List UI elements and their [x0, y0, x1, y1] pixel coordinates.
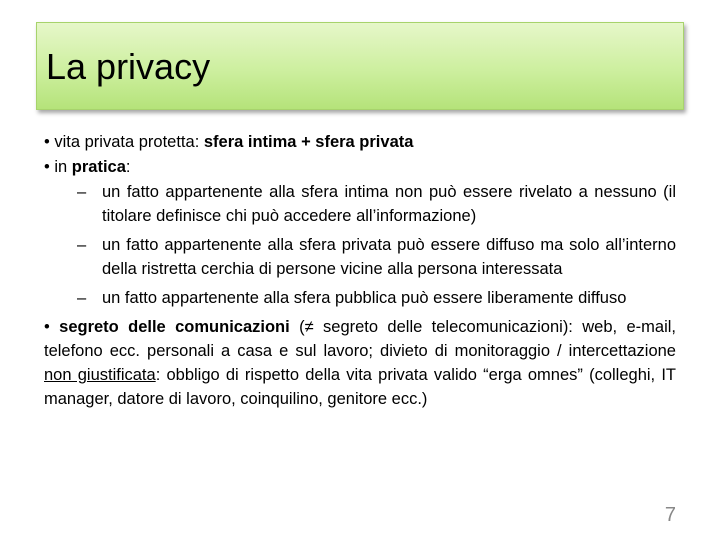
title-banner — [36, 22, 684, 110]
bullet-segreto-comunicazioni — [44, 315, 676, 411]
bullet-marker: • — [44, 318, 50, 336]
sub-item-text: un fatto appartenente alla sfera pubblica può essere liberamente diffuso — [102, 289, 627, 307]
bullet-marker: • — [44, 133, 50, 151]
dash-marker: – — [77, 183, 87, 201]
bullet-marker: • — [44, 158, 50, 176]
bullet-text: vita privata protetta: — [49, 133, 204, 151]
bullet-bold-text: segreto delle comunicazioni — [49, 318, 290, 336]
bullet-bold-text: pratica — [71, 158, 126, 176]
sub-item-text: un fatto appartenente alla sfera intima non può essere rivelato a nessuno (il titolare definisce chi può accedere all’informazione) — [102, 183, 676, 225]
dash-marker: – — [77, 236, 87, 254]
page-number: 7 — [664, 504, 676, 526]
bullet-bold-text: sfera intima + sfera privata — [203, 133, 414, 151]
slide-title: La privacy — [46, 46, 211, 87]
bullet-in-pratica — [44, 155, 676, 179]
underlined-text: non giustificata — [44, 366, 156, 384]
sub-item-sfera-privata — [44, 233, 676, 281]
dash-marker: – — [77, 289, 87, 307]
sub-item-sfera-pubblica — [44, 286, 676, 310]
bullet-tail: : — [125, 158, 131, 176]
slide-content — [44, 130, 676, 411]
sub-item-sfera-intima — [44, 180, 676, 228]
bullet-vita-privata — [44, 130, 676, 154]
sub-item-text: un fatto appartenente alla sfera privata può essere diffuso ma solo all’interno della ristretta cerchia di persone vicine alla persona interessata — [102, 236, 676, 278]
bullet-text-continued: : obbligo di rispetto della vita privata valido “erga omnes” (colleghi, IT manager, datore di lavoro, coinquilino, genitore ecc.) — [44, 366, 676, 408]
bullet-text: (≠ segreto delle telecomunicazioni): web, e-mail, telefono ecc. personali a casa e sul lavoro; divieto di monitoraggio / intercettazione — [44, 318, 677, 360]
bullet-text: in — [49, 158, 72, 176]
